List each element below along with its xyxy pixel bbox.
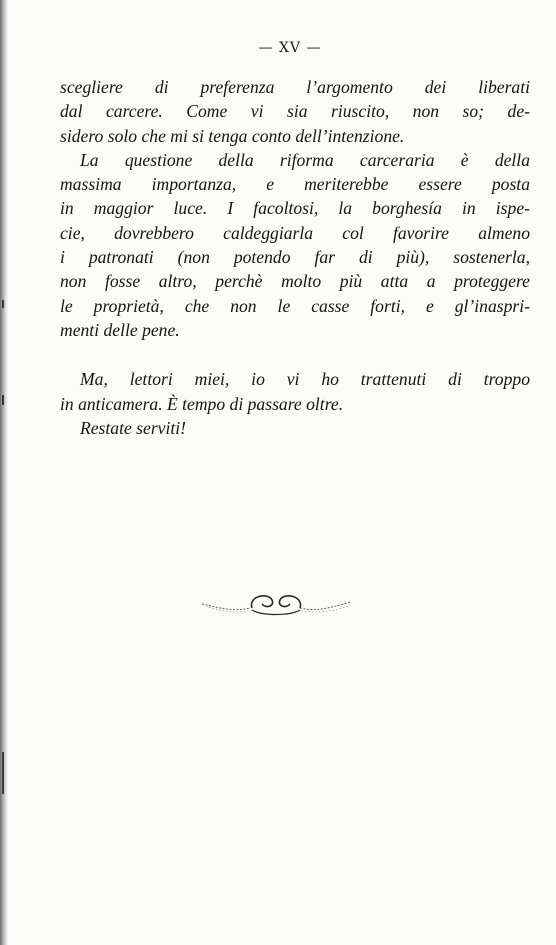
page-number: — XV — [258, 40, 322, 56]
text-line: massima importanza, e meriterebbe essere posta [60, 174, 530, 195]
text-line: in maggior luce. I facoltosi, la borghesía in ispe- [60, 198, 530, 219]
text-line: menti delle pene. [60, 319, 180, 340]
binding-mark [2, 300, 4, 308]
text-line: le proprietà, che non le casse forti, e gl’inaspri- [60, 295, 530, 316]
text-line: i patronati (non potendo far di più), sostenerla, [60, 247, 530, 268]
paragraph-3 [60, 367, 530, 440]
binding-mark [2, 395, 4, 405]
text-line: cie, dovrebbero caldeggiarla col favorire almeno [60, 222, 530, 243]
text-line: dal carcere. Come vi sia riuscito, non so; de- [60, 101, 530, 122]
text-line: in anticamera. È tempo di passare oltre. [60, 393, 344, 414]
page-binding-edge [0, 0, 8, 945]
binding-mark [2, 752, 4, 794]
paragraph-gap [60, 342, 530, 367]
text-line: Restate serviti! [80, 417, 187, 438]
text-line: scegliere di preferenza l’argomento dei liberati [60, 77, 530, 97]
paragraph-1 [60, 75, 530, 148]
scroll-flourish-icon [198, 586, 354, 626]
text-line: sidero solo che mi si tenga conto dell’intenzione. [60, 125, 405, 146]
paragraph-2 [60, 148, 530, 342]
text-line: La questione della riforma carceraria è della [80, 149, 530, 170]
text-line: Ma, lettori miei, io vi ho trattenuti di troppo [80, 369, 530, 390]
text-line: non fosse altro, perchè molto più atta a proteggere [60, 271, 530, 292]
page-text [60, 75, 530, 440]
